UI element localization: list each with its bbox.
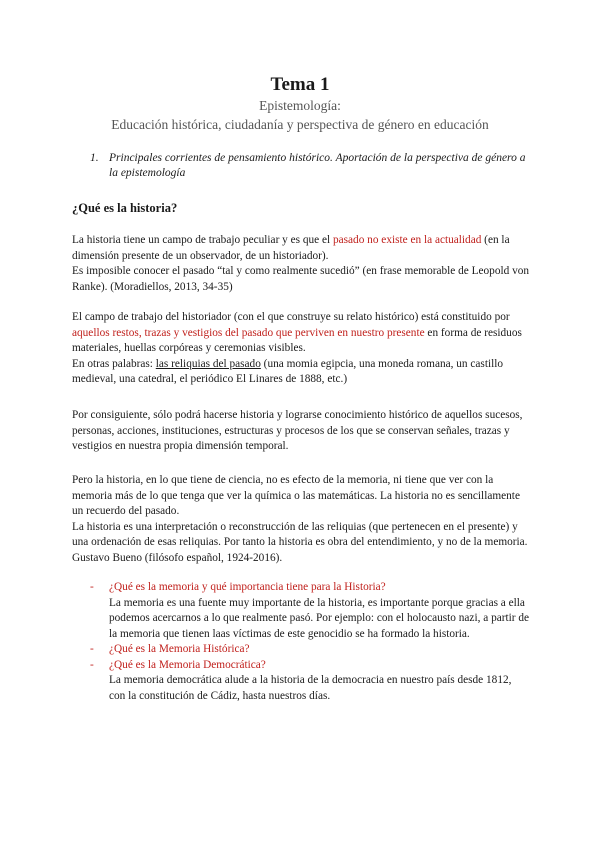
paragraph-2	[72, 310, 532, 388]
list-item	[90, 658, 530, 705]
section-heading	[90, 151, 530, 181]
document-title: Tema 1	[270, 74, 330, 95]
p1-text-c: Es imposible conocer el pasado “tal y como realmente sucedió” (en frase memorable de Leopold von Ranke). (Moradiellos, 2013, 34-35)	[72, 265, 530, 293]
question-heading: ¿Qué es la historia?	[72, 201, 178, 215]
paragraph-3: Por consiguiente, sólo podrá hacerse historia y lograrse conocimiento histórico de aquellos sucesos, personas, acciones, instituciones, estructuras y procesos de los que se conservan señales, trazas y vestigios en nuestra propia dimensión temporal.	[72, 409, 523, 452]
list-question: ¿Qué es la memoria y qué importancia tiene para la Historia?	[109, 581, 386, 593]
list-answer: La memoria es una fuente muy importante de la historia, es importante porque gracias a ella podemos acercarnos a lo que realmente pasó. Por ejemplo: con el holocausto nazi, a partir de la memoria que tienen laas víctimas de este genocidio se ha formado la historia.	[109, 596, 530, 640]
list-answer: La memoria democrática alude a la historia de la democracia en nuestro país desde 1812, con la constitución de Cádiz, hasta nuestros días.	[109, 674, 512, 702]
p1-text-a: La historia tiene un campo de trabajo peculiar y es que el	[72, 234, 333, 246]
list-item	[90, 642, 530, 658]
p2-text-c: En otras palabras:	[72, 357, 156, 370]
p2-text-b: en forma de residuos materiales, huellas corpóreas y ceremonias visibles.	[72, 326, 522, 354]
p1-highlight: pasado no existe en la actualidad	[332, 234, 482, 246]
list-item	[90, 580, 530, 642]
p4-text-b: La historia es una interpretación o reconstrucción de las reliquias (que pertenecen en el presente) y una ordenación de esas reliquias. Por tanto la historia es obra del entendimiento, y no de la memoria. Gustavo Bueno (filósofo español, 1924-2016).	[72, 520, 528, 564]
p2-text-a: El campo de trabajo del historiador (con el que construye su relato histórico) está constituido por	[72, 311, 510, 323]
dash-bullet: -	[90, 643, 94, 655]
p4-text-a: Pero la historia, en lo que tiene de ciencia, no es efecto de la memoria, ni tiene que ver con la memoria más de lo que tenga que ver la química o las matemáticas. La historia no es sencillamente un recuerdo del pasado.	[72, 474, 520, 517]
list-question: ¿Qué es la Memoria Histórica?	[109, 643, 250, 655]
section-number: 1.	[90, 152, 99, 164]
p2-underlined: las reliquias del pasado	[155, 357, 261, 370]
document-subtitle: Epistemología:	[259, 98, 341, 113]
p2-text-d: (una momia egipcia, una moneda romana, un castillo medieval, una catedral, el periódico El Linares de 1888, etc.)	[72, 357, 504, 385]
dash-bullet: -	[90, 581, 94, 593]
section-title: Principales corrientes de pensamiento histórico. Aportación de la perspectiva de género a la epistemología	[109, 152, 526, 179]
dash-bullet: -	[90, 658, 94, 671]
p2-highlight: aquellos restos, trazas y vestigios del pasado que perviven en nuestro presente	[72, 326, 425, 339]
paragraph-4	[72, 473, 532, 566]
p1-text-b: (en la dimensión presente de un observador, de un historiador).	[72, 234, 510, 262]
list-question: ¿Qué es la Memoria Democrática?	[109, 658, 266, 671]
paragraph-1	[72, 233, 532, 295]
question-list	[90, 580, 530, 704]
document-subtitle-topic: Educación histórica, ciudadanía y perspectiva de género en educación	[111, 117, 489, 132]
